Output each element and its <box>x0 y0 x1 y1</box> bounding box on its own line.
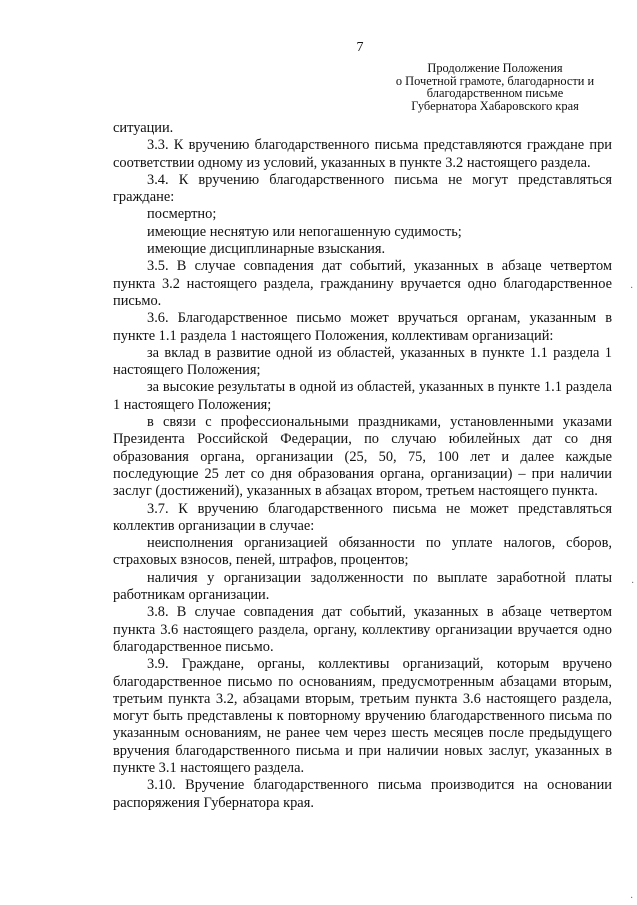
header-line: благодарственном письме <box>426 86 564 100</box>
paragraph: 3.6. Благодарственное письмо может вручаться органам, указанным в пункте 1.1 раздела 1 настоящего Положения, коллективам организаций: <box>113 310 612 344</box>
scan-speck: · <box>631 578 635 589</box>
paragraph: 3.5. В случае совпадения дат событий, указанных в абзаце четвертом пункта 3.2 настоящего раздела, гражданину вручается одно благодарственное письмо. <box>113 258 612 309</box>
list-item: за вклад в развитие одной из областей, указанных в пункте 1.1 раздела 1 настоящего Положения; <box>113 344 612 379</box>
header-line: Губернатора Хабаровского края <box>411 98 579 113</box>
list-item: неисполнения организацией обязанности по уплате налогов, сборов, страховых взносов, пеней, штрафов, процентов; <box>113 535 612 569</box>
paragraph: 3.7. К вручению благодарственного письма не может представляться коллектив организации в случае: <box>113 500 612 534</box>
list-item: имеющие дисциплинарные взыскания. <box>147 241 386 258</box>
document-body <box>113 120 612 812</box>
document-header <box>380 62 610 112</box>
scan-speck: · <box>630 893 634 904</box>
list-item: посмертно; <box>147 206 217 223</box>
header-line: Продолжение Положения <box>427 61 563 75</box>
list-item: имеющие неснятую или непогашенную судимость; <box>147 223 462 240</box>
list-item: наличия у организации задолженности по выплате заработной платы работникам организации. <box>113 569 612 604</box>
scan-speck: · <box>630 283 634 294</box>
paragraph: 3.10. Вручение благодарственного письма производится на основании распоряжения Губернатора края. <box>113 777 612 811</box>
paragraph: 3.8. В случае совпадения дат событий, указанных в абзаце четвертом пункта 3.6 настоящего раздела, органу, коллективу организации вручается одно благодарственное письмо. <box>113 604 612 655</box>
paragraph: ситуации. <box>113 120 174 136</box>
list-item: в связи с профессиональными праздниками, установленными указами Президента Российской Федерации, по случаю юбилейных дат со дня образования органа, организации (25, 50, 75, 100 лет и далее каждые последующие 25 лет со дня образования органа, организации) – при наличии заслуг (достижений), указанных в абзацах втором, третьем настоящего пункта. <box>113 414 612 500</box>
header-line: о Почетной грамоте, благодарности и <box>395 73 595 88</box>
page-number: 7 <box>356 40 364 55</box>
paragraph: 3.4. К вручению благодарственного письма не могут представляться граждане: <box>113 171 612 206</box>
list-item: за высокие результаты в одной из областей, указанных в пункте 1.1 раздела 1 настоящего Положения; <box>113 379 612 413</box>
paragraph: 3.3. К вручению благодарственного письма представляются граждане при соответствии одному из условий, указанных в пункте 3.2 настоящего раздела. <box>113 137 612 171</box>
paragraph: 3.9. Граждане, органы, коллективы организаций, которым вручено благодарственное письмо по основаниям, предусмотренным абзацами вторым, третьим пункта 3.2, абзацами вторым, третьим пункта 3.6 настоящего раздела, могут быть представлены к повторному вручению благодарственного письма по указанным основаниям, не ранее чем через шесть месяцев после предыдущего вручения благодарственного письма и при наличии новых заслуг, указанных в пункте 3.1 настоящего раздела. <box>113 656 612 776</box>
